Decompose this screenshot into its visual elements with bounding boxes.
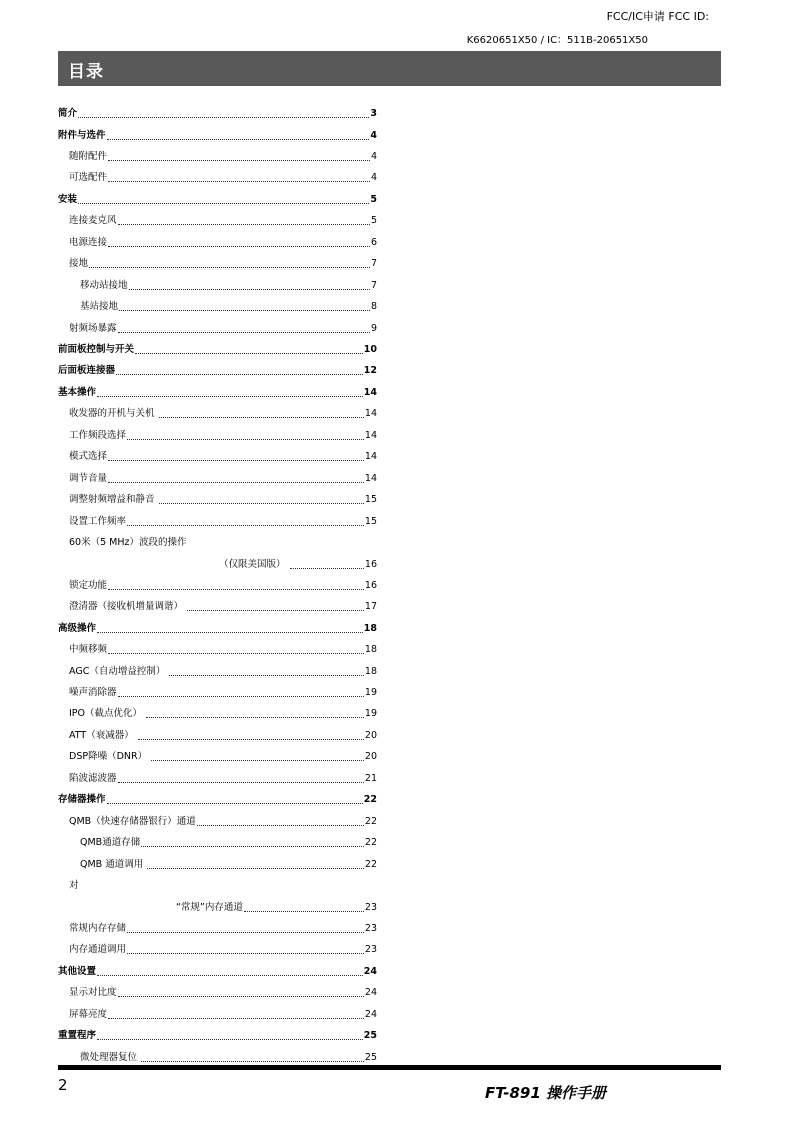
toc-entry-page: 17 bbox=[364, 601, 377, 612]
toc-entry[interactable] bbox=[58, 706, 377, 720]
toc-entry-label: 常规内存存储 bbox=[69, 923, 127, 934]
toc-entry[interactable] bbox=[58, 942, 377, 956]
toc-entry-page: 5 bbox=[370, 215, 377, 226]
toc-entry-label: ATT（衰减器） bbox=[69, 730, 137, 741]
toc-entry[interactable] bbox=[58, 213, 377, 227]
toc-entry-page: 4 bbox=[370, 172, 377, 183]
leader-dots bbox=[119, 310, 370, 311]
toc-entry[interactable] bbox=[58, 771, 377, 785]
toc-entry-page: 14 bbox=[364, 408, 377, 419]
leader-dots bbox=[147, 868, 364, 869]
leader-dots bbox=[108, 653, 364, 654]
toc-entry-page: 8 bbox=[370, 301, 377, 312]
leader-dots bbox=[118, 696, 364, 697]
leader-dots bbox=[108, 181, 370, 182]
fcc-id-line-1: FCC/IC申请 FCC ID: bbox=[606, 10, 709, 23]
leader-dots bbox=[118, 782, 364, 783]
toc-entry[interactable] bbox=[58, 900, 377, 914]
toc-entry[interactable] bbox=[58, 857, 377, 871]
toc-entry-label: 工作频段选择 bbox=[69, 430, 127, 441]
toc-entry[interactable] bbox=[58, 128, 377, 142]
manual-title: FT-891 操作手册 bbox=[485, 1084, 607, 1102]
leader-dots bbox=[78, 117, 369, 118]
toc-entry[interactable] bbox=[58, 106, 377, 120]
toc-entry[interactable] bbox=[58, 1028, 377, 1042]
toc-entry-page: 16 bbox=[364, 580, 377, 591]
toc-entry-page: 14 bbox=[364, 451, 377, 462]
toc-entry-label: 收发器的开机与关机 bbox=[69, 408, 158, 419]
leader-dots bbox=[97, 632, 363, 633]
toc-entry-label: 微处理器复位 bbox=[80, 1052, 141, 1063]
toc-entry-label: 电源连接 bbox=[69, 237, 108, 248]
leader-dots bbox=[244, 911, 364, 912]
toc-entry-label: 其他设置 bbox=[58, 966, 97, 977]
leader-dots bbox=[118, 224, 370, 225]
toc-entry[interactable] bbox=[58, 449, 377, 463]
toc-entry-label: 澄清器（接收机增量调谐） bbox=[69, 601, 187, 612]
footer-rule bbox=[58, 1065, 721, 1070]
leader-dots bbox=[159, 417, 364, 418]
toc-entry-label: 后面板连接器 bbox=[58, 365, 116, 376]
toc-entry-page: 25 bbox=[363, 1030, 377, 1041]
toc-entry-page: 23 bbox=[364, 944, 377, 955]
toc-entry[interactable] bbox=[58, 363, 377, 377]
leader-dots bbox=[159, 503, 364, 504]
toc-entry-page: 18 bbox=[364, 644, 377, 655]
toc-entry[interactable] bbox=[58, 599, 377, 613]
toc-entry[interactable] bbox=[58, 235, 377, 249]
toc-entry-page: 7 bbox=[370, 280, 377, 291]
toc-entry-label: 随附配件 bbox=[69, 151, 108, 162]
toc-entry-page: 12 bbox=[363, 365, 377, 376]
toc-entry-label: 显示对比度 bbox=[69, 987, 117, 998]
leader-dots bbox=[290, 568, 364, 569]
toc-entry-page: 20 bbox=[364, 751, 377, 762]
toc-entry[interactable] bbox=[58, 921, 377, 935]
toc-entry[interactable] bbox=[58, 149, 377, 163]
toc-entry-page: 24 bbox=[364, 1009, 377, 1020]
toc-entry-label: 调整射频增益和静音 bbox=[69, 494, 158, 505]
leader-dots bbox=[108, 460, 364, 461]
leader-dots bbox=[118, 332, 370, 333]
toc-entry-page: 22 bbox=[364, 816, 377, 827]
leader-dots bbox=[169, 675, 364, 676]
leader-dots bbox=[146, 717, 364, 718]
toc-entry-label: 噪声消除器 bbox=[69, 687, 117, 698]
toc-entry-page: 22 bbox=[363, 794, 377, 805]
toc-entry-label: QMB通道存储 bbox=[80, 837, 141, 848]
toc-entry-label: 设置工作频率 bbox=[69, 516, 127, 527]
toc-entry[interactable] bbox=[58, 492, 377, 506]
leader-dots bbox=[108, 246, 370, 247]
toc-entry-label: 附件与选件 bbox=[58, 130, 106, 141]
toc-entry-label: 调节音量 bbox=[69, 473, 108, 484]
toc-entry[interactable] bbox=[58, 514, 377, 528]
toc-entry-label: 简介 bbox=[58, 108, 78, 119]
toc-entry-label: 锁定功能 bbox=[69, 580, 108, 591]
leader-dots bbox=[116, 374, 363, 375]
toc-entry-page: 3 bbox=[370, 108, 377, 119]
toc-entry[interactable] bbox=[58, 578, 377, 592]
toc-entry-page: 23 bbox=[364, 923, 377, 934]
toc-entry[interactable] bbox=[58, 985, 377, 999]
toc-entry[interactable] bbox=[58, 728, 377, 742]
toc-entry-page: 22 bbox=[364, 837, 377, 848]
toc-entry[interactable] bbox=[58, 192, 377, 206]
toc-entry[interactable] bbox=[58, 814, 377, 828]
toc-entry-page: 9 bbox=[370, 323, 377, 334]
page-title: 目录 bbox=[68, 62, 104, 82]
toc-entry-label: “常规”内存通道 bbox=[176, 902, 243, 913]
leader-dots bbox=[97, 396, 363, 397]
toc-entry-label: 中频移频 bbox=[69, 644, 108, 655]
fcc-id-line-2: K6620651X50 / IC：511B-20651X50 bbox=[466, 35, 648, 46]
toc-entry-page: 25 bbox=[364, 1052, 377, 1063]
toc-entry-page: 21 bbox=[364, 773, 377, 784]
toc-entry-page: 15 bbox=[364, 494, 377, 505]
toc-entry[interactable] bbox=[58, 299, 377, 313]
toc-entry[interactable] bbox=[58, 278, 377, 292]
toc-entry-page: 7 bbox=[370, 258, 377, 269]
leader-dots bbox=[89, 267, 370, 268]
toc-entry-page: 14 bbox=[364, 430, 377, 441]
toc-entry[interactable] bbox=[58, 557, 377, 571]
toc-entry[interactable] bbox=[58, 878, 377, 892]
toc-entry-label: 陷波滤波器 bbox=[69, 773, 117, 784]
leader-dots bbox=[127, 525, 364, 526]
toc-entry-page: 15 bbox=[364, 516, 377, 527]
toc-entry[interactable] bbox=[58, 685, 377, 699]
toc-entry-label: 基站接地 bbox=[80, 301, 119, 312]
toc-entry-page: 5 bbox=[370, 194, 377, 205]
toc-entry[interactable] bbox=[58, 256, 377, 270]
leader-dots bbox=[127, 439, 364, 440]
toc-entry[interactable] bbox=[58, 170, 377, 184]
toc-entry-label: 接地 bbox=[69, 258, 89, 269]
leader-dots bbox=[187, 610, 364, 611]
toc-entry[interactable] bbox=[58, 406, 377, 420]
toc-entry-label: 前面板控制与开关 bbox=[58, 344, 135, 355]
toc-entry-label: 连接麦克风 bbox=[69, 215, 117, 226]
toc-entry[interactable] bbox=[58, 835, 377, 849]
toc-entry-label: QMB 通道调用 bbox=[80, 859, 147, 870]
leader-dots bbox=[141, 846, 364, 847]
toc-entry[interactable] bbox=[58, 792, 377, 806]
leader-dots bbox=[127, 932, 364, 933]
toc-entry-page: 14 bbox=[363, 387, 377, 398]
leader-dots bbox=[118, 996, 364, 997]
toc-entry-label: （仅限美国版） bbox=[219, 559, 289, 570]
page-number: 2 bbox=[58, 1076, 68, 1094]
toc-entry-label: 重置程序 bbox=[58, 1030, 97, 1041]
toc-entry-label: 高级操作 bbox=[58, 623, 97, 634]
toc-entry-label: DSP降噪（DNR） bbox=[69, 751, 151, 762]
toc-entry-page: 24 bbox=[364, 987, 377, 998]
toc-entry-page: 6 bbox=[370, 237, 377, 248]
leader-dots bbox=[107, 139, 370, 140]
leader-dots bbox=[141, 1061, 364, 1062]
toc-entry-page: 24 bbox=[363, 966, 377, 977]
toc-entry-page: 14 bbox=[364, 473, 377, 484]
toc-entry-page: 4 bbox=[370, 130, 377, 141]
toc-entry-label: 屏幕亮度 bbox=[69, 1009, 108, 1020]
toc-entry[interactable] bbox=[58, 321, 377, 335]
toc-entry-page: 18 bbox=[364, 666, 377, 677]
toc-entry-label: AGC（自动增益控制） bbox=[69, 666, 169, 677]
toc-entry[interactable] bbox=[58, 1050, 377, 1064]
leader-dots bbox=[108, 1018, 364, 1019]
toc-entry-label: 可选配件 bbox=[69, 172, 108, 183]
toc-entry[interactable] bbox=[58, 621, 377, 635]
toc-entry[interactable] bbox=[58, 428, 377, 442]
toc-entry-label: 移动站接地 bbox=[80, 280, 128, 291]
toc-entry-label: 存储器操作 bbox=[58, 794, 106, 805]
toc-entry-page: 18 bbox=[363, 623, 377, 634]
leader-dots bbox=[108, 589, 364, 590]
leader-dots bbox=[108, 482, 364, 483]
toc-entry[interactable] bbox=[58, 664, 377, 678]
section-title-bar bbox=[58, 51, 721, 86]
toc-entry[interactable] bbox=[58, 1007, 377, 1021]
leader-dots bbox=[138, 739, 364, 740]
toc-entry-label: 安装 bbox=[58, 194, 78, 205]
toc-entry-label: 射频场暴露 bbox=[69, 323, 117, 334]
toc-entry-label: 60米（5 MHz）波段的操作 bbox=[69, 537, 187, 548]
leader-dots bbox=[78, 203, 369, 204]
leader-dots bbox=[108, 160, 370, 161]
toc-entry[interactable] bbox=[58, 471, 377, 485]
toc-entry-page: 19 bbox=[364, 708, 377, 719]
toc-entry[interactable] bbox=[58, 535, 377, 549]
leader-dots bbox=[197, 825, 364, 826]
toc-entry[interactable] bbox=[58, 642, 377, 656]
leader-dots bbox=[135, 353, 363, 354]
toc-entry[interactable] bbox=[58, 964, 377, 978]
toc-entry-page: 16 bbox=[364, 559, 377, 570]
leader-dots bbox=[151, 760, 364, 761]
toc-entry-page: 23 bbox=[364, 902, 377, 913]
leader-dots bbox=[129, 289, 370, 290]
toc-entry-label: 内存通道调用 bbox=[69, 944, 127, 955]
toc-entry-page: 19 bbox=[364, 687, 377, 698]
leader-dots bbox=[97, 975, 363, 976]
toc-entry[interactable] bbox=[58, 342, 377, 356]
toc-entry-page: 4 bbox=[370, 151, 377, 162]
toc-entry[interactable] bbox=[58, 385, 377, 399]
toc-entry-label: 模式选择 bbox=[69, 451, 108, 462]
toc-entry-label: QMB（快速存储器银行）通道 bbox=[69, 816, 196, 827]
toc-entry-label: 对 bbox=[69, 880, 79, 891]
toc-entry-page: 22 bbox=[364, 859, 377, 870]
toc-entry-page: 20 bbox=[364, 730, 377, 741]
leader-dots bbox=[127, 953, 364, 954]
leader-dots bbox=[97, 1039, 363, 1040]
leader-dots bbox=[107, 803, 363, 804]
toc-entry-label: 基本操作 bbox=[58, 387, 97, 398]
toc-entry[interactable] bbox=[58, 749, 377, 763]
toc-entry-label: IPO（截点优化） bbox=[69, 708, 146, 719]
toc-entry-page: 10 bbox=[363, 344, 377, 355]
